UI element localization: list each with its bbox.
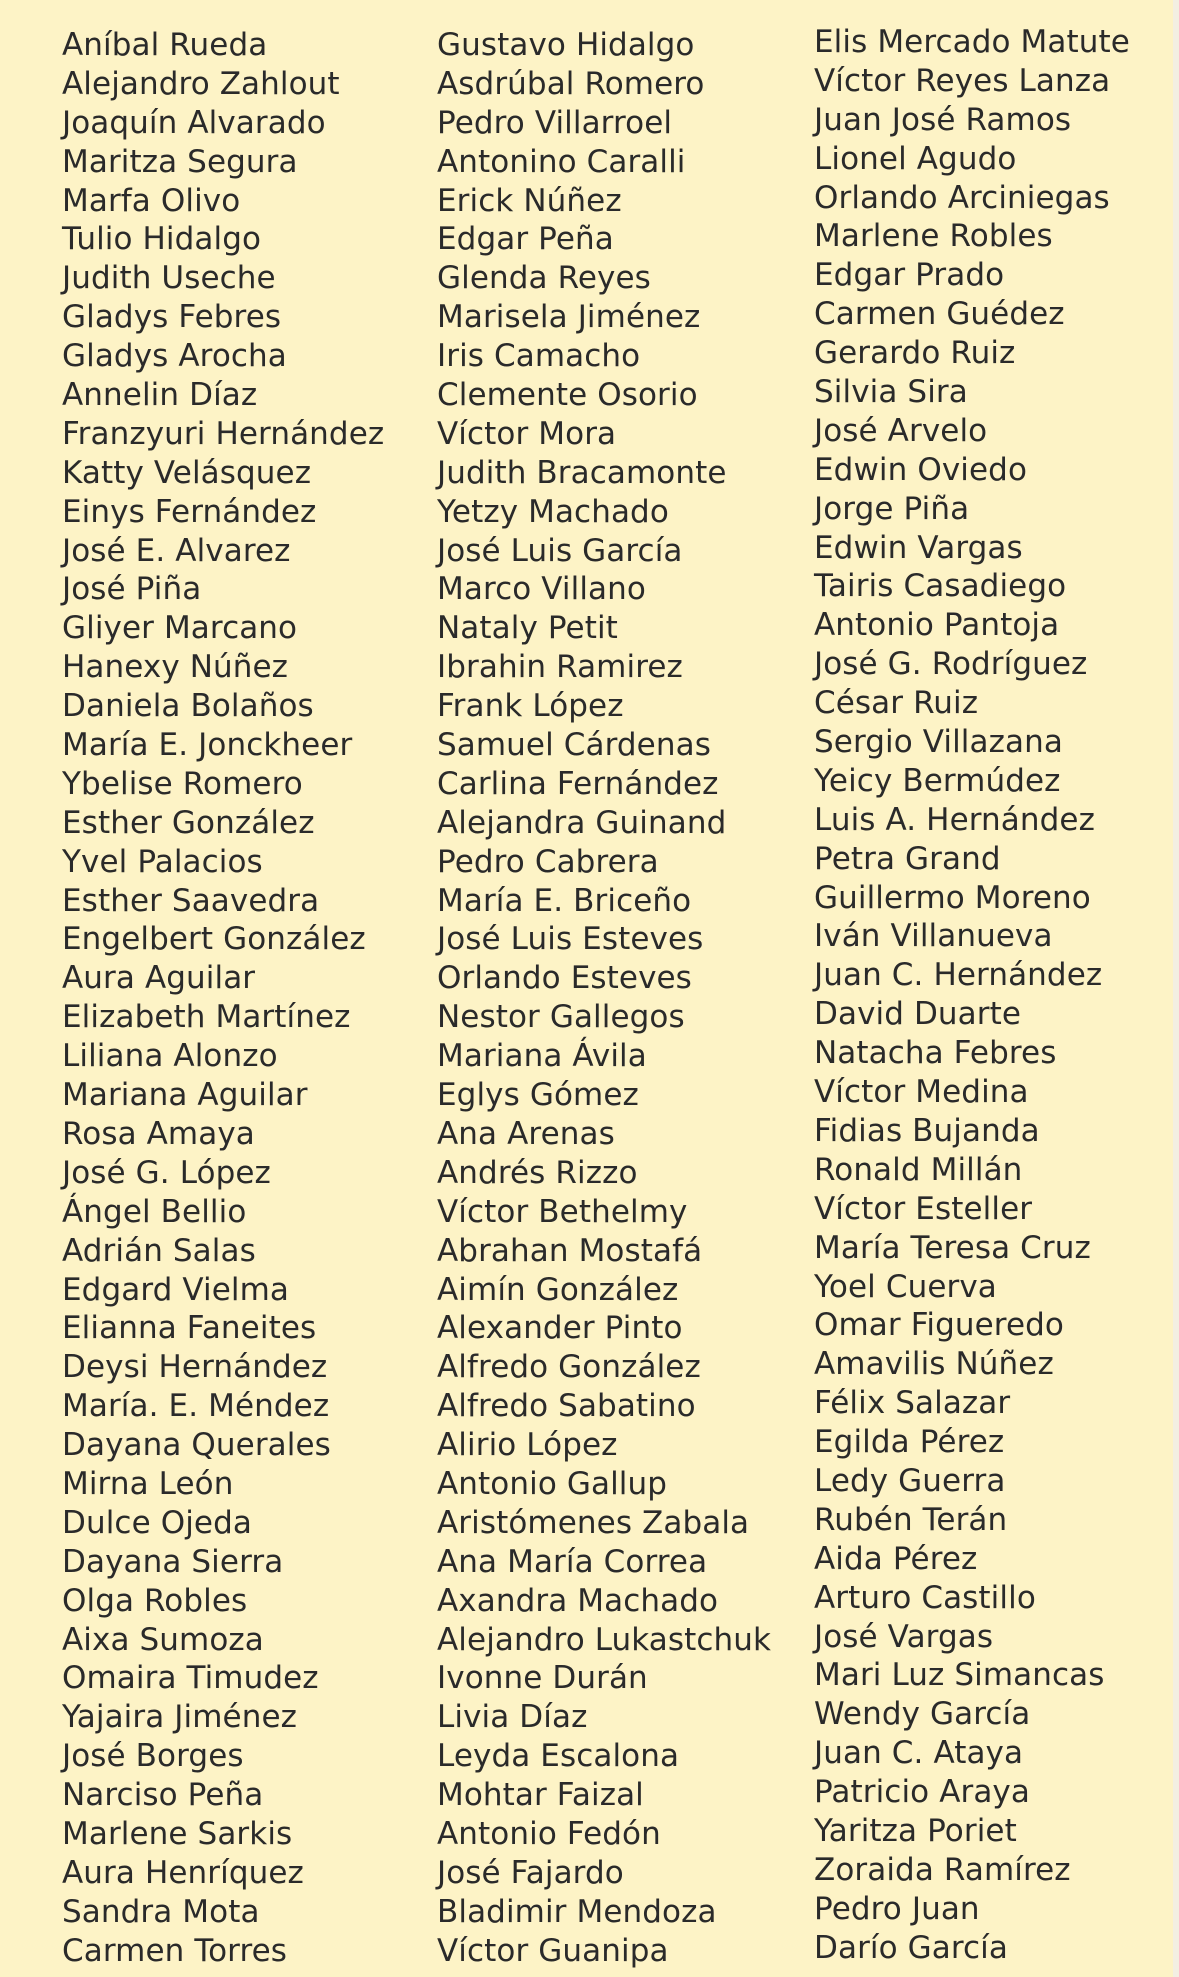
name-entry: Ana Arenas [437, 1115, 615, 1152]
name-entry: Edwin Oviedo [814, 451, 1028, 488]
name-entry: Dayana Sierra [62, 1543, 284, 1580]
name-entry: Esther Saavedra [62, 882, 320, 919]
name-entry: Rubén Terán [814, 1501, 1008, 1538]
name-entry: José E. Alvarez [62, 532, 291, 569]
name-entry: Amavilis Núñez [814, 1346, 1054, 1383]
name-entry: Ángel Bellio [62, 1193, 247, 1230]
name-entry: Marlene Sarkis [62, 1815, 293, 1852]
names-column-1 [62, 26, 384, 1971]
name-entry: Leyda Escalona [437, 1738, 680, 1775]
name-entry: Carmen Guédez [814, 296, 1065, 333]
name-entry: Víctor Reyes Lanza [814, 62, 1111, 99]
name-entry: Esther González [62, 804, 315, 841]
name-entry: Edwin Vargas [814, 529, 1023, 566]
name-entry: Luis A. Hernández [814, 801, 1095, 838]
name-entry: Aristómenes Zabala [437, 1504, 750, 1541]
name-entry: Gustavo Hidalgo [437, 27, 695, 63]
name-entry: Engelbert González [62, 921, 366, 958]
name-entry: Ledy Guerra [814, 1462, 1006, 1499]
name-entry: David Duarte [814, 996, 1022, 1033]
name-entry: Clemente Osorio [437, 377, 698, 414]
name-entry: Marfa Olivo [62, 182, 241, 219]
name-entry: Antonio Pantoja [814, 607, 1060, 644]
name-entry: Silvia Sira [814, 374, 968, 411]
name-entry: Carmen Torres [62, 1932, 288, 1969]
name-entry: Aura Aguilar [62, 960, 256, 997]
name-entry: Mari Luz Simancas [814, 1657, 1105, 1694]
name-entry: Sandra Mota [62, 1893, 260, 1930]
name-entry: Yvel Palacios [62, 843, 263, 880]
name-entry: Alexander Pinto [437, 1310, 683, 1347]
name-entry: Aida Pérez [814, 1540, 978, 1577]
name-entry: Narciso Peña [62, 1777, 264, 1814]
name-entry: Iván Villanueva [814, 918, 1053, 955]
name-entry: Aníbal Rueda [62, 27, 268, 63]
name-entry: Pedro Cabrera [437, 843, 659, 880]
name-entry: Ronald Millán [814, 1151, 1023, 1188]
name-entry: Franzyuri Hernández [62, 415, 385, 452]
name-entry: Dulce Ojeda [62, 1504, 252, 1541]
name-entry: Ibrahin Ramirez [437, 649, 683, 686]
name-entry: José Arvelo [814, 412, 988, 449]
name-entry: Wendy García [814, 1696, 1031, 1733]
name-entry: Gladys Febres [62, 299, 282, 336]
name-entry: Lionel Agudo [814, 140, 1017, 177]
name-entry: Guillermo Moreno [814, 879, 1091, 916]
names-column-2 [437, 26, 771, 1971]
name-entry: Deysi Hernández [62, 1349, 328, 1386]
page-edge [1173, 0, 1179, 1977]
name-entry: Ybelise Romero [62, 765, 303, 802]
name-entry: Einys Fernández [62, 493, 317, 530]
name-entry: Arturo Castillo [814, 1579, 1036, 1616]
name-entry: Patricio Araya [814, 1774, 1030, 1811]
names-column-3 [814, 23, 1130, 1968]
name-entry: Gliyer Marcano [62, 610, 298, 647]
name-entry: Egilda Pérez [814, 1424, 1005, 1461]
name-entry: Glenda Reyes [437, 260, 651, 297]
name-entry: Yoel Cuerva [814, 1268, 997, 1305]
name-entry: Víctor Medina [814, 1074, 1029, 1111]
name-entry: Livia Díaz [437, 1699, 588, 1736]
name-entry: Antonio Gallup [437, 1465, 668, 1502]
name-entry: Antonino Caralli [437, 143, 686, 180]
name-entry: Nestor Gallegos [437, 999, 685, 1036]
name-entry: Mohtar Faizal [437, 1777, 644, 1814]
name-entry: Juan José Ramos [814, 101, 1072, 138]
name-entry: Juan C. Hernández [814, 957, 1103, 994]
name-entry: Bladimir Mendoza [437, 1893, 717, 1930]
name-entry: Axandra Machado [437, 1582, 719, 1619]
name-entry: Carlina Fernández [437, 765, 719, 802]
name-entry: Elianna Faneites [62, 1310, 317, 1347]
name-entry: Elizabeth Martínez [62, 999, 351, 1036]
name-entry: Yeicy Bermúdez [814, 762, 1061, 799]
name-entry: Gladys Arocha [62, 338, 287, 375]
name-entry: Asdrúbal Romero [437, 65, 705, 102]
name-entry: Pedro Villarroel [437, 104, 673, 141]
name-entry: Nataly Petit [437, 610, 618, 647]
name-entry: Tulio Hidalgo [62, 221, 262, 258]
name-entry: Jorge Piña [814, 490, 970, 527]
name-entry: Judith Useche [62, 260, 276, 297]
name-entry: Maritza Segura [62, 143, 298, 180]
name-entry: María E. Briceño [437, 882, 692, 919]
name-entry: Marco Villano [437, 571, 646, 608]
name-entry: José Borges [62, 1738, 244, 1775]
name-entry: Yetzy Machado [437, 493, 669, 530]
name-entry: Antonio Fedón [437, 1815, 661, 1852]
name-entry: Pedro Juan [814, 1890, 980, 1927]
name-entry: Olga Robles [62, 1582, 248, 1619]
name-entry: Frank López [437, 688, 624, 725]
name-entry: José Piña [62, 571, 202, 608]
name-entry: Alejandro Lukastchuk [437, 1621, 772, 1658]
name-entry: Erick Núñez [437, 182, 622, 219]
name-entry: Hanexy Núñez [62, 649, 289, 686]
name-entry: Eglys Gómez [437, 1077, 639, 1114]
name-entry: Víctor Guanipa [437, 1932, 669, 1969]
name-entry: Joaquín Alvarado [62, 104, 326, 141]
name-entry: Daniela Bolaños [62, 688, 314, 725]
name-entry: Víctor Esteller [814, 1190, 1033, 1227]
name-entry: José Vargas [814, 1618, 994, 1655]
name-entry: Marisela Jiménez [437, 299, 701, 336]
name-entry: José Luis García [437, 532, 683, 569]
name-entry: María E. Jonckheer [62, 727, 353, 764]
name-entry: Ana María Correa [437, 1543, 708, 1580]
name-entry: Víctor Mora [437, 415, 617, 452]
name-entry: Edgar Peña [437, 221, 614, 258]
name-entry: Liliana Alonzo [62, 1038, 278, 1075]
name-entry: Mariana Ávila [437, 1038, 647, 1075]
name-entry: Félix Salazar [814, 1385, 1011, 1422]
name-entry: Víctor Bethelmy [437, 1193, 688, 1230]
name-entry: María Teresa Cruz [814, 1229, 1091, 1266]
name-entry: Elis Mercado Matute [814, 24, 1130, 60]
name-entry: Aimín González [437, 1271, 679, 1308]
name-entry: Edgar Prado [814, 257, 1005, 294]
name-entry: Judith Bracamonte [437, 454, 727, 491]
name-entry: Marlene Robles [814, 218, 1053, 255]
name-entry: Alejandra Guinand [437, 804, 727, 841]
name-entry: Yajaira Jiménez [62, 1699, 297, 1736]
name-entry: Aura Henríquez [62, 1854, 304, 1891]
name-entry: Abrahan Mostafá [437, 1232, 703, 1269]
name-entry: Gerardo Ruiz [814, 335, 1016, 372]
name-entry: Rosa Amaya [62, 1115, 255, 1152]
name-entry: Aixa Sumoza [62, 1621, 264, 1658]
name-entry: José G. López [62, 1154, 271, 1191]
name-entry: Tairis Casadiego [814, 568, 1067, 605]
name-entry: Darío García [814, 1929, 1008, 1966]
name-entry: Ivonne Durán [437, 1660, 648, 1697]
name-entry: Edgard Vielma [62, 1271, 289, 1308]
name-entry: Natacha Febres [814, 1035, 1057, 1072]
name-entry: Annelin Díaz [62, 377, 258, 414]
name-entry: Juan C. Ataya [814, 1735, 1024, 1772]
name-entry: Alfredo González [437, 1349, 701, 1386]
name-entry: Dayana Querales [62, 1427, 331, 1464]
name-entry: Omar Figueredo [814, 1307, 1064, 1344]
name-entry: Alfredo Sabatino [437, 1388, 696, 1425]
name-entry: Orlando Arciniegas [814, 179, 1110, 216]
name-entry: Petra Grand [814, 840, 1001, 877]
name-entry: Sergio Villazana [814, 724, 1063, 761]
name-entry: Katty Velásquez [62, 454, 312, 491]
name-entry: Andrés Rizzo [437, 1154, 638, 1191]
name-entry: Iris Camacho [437, 338, 641, 375]
name-entry: Mariana Aguilar [62, 1077, 308, 1114]
name-entry: Alirio López [437, 1427, 618, 1464]
name-entry: Samuel Cárdenas [437, 727, 711, 764]
name-entry: Omaira Timudez [62, 1660, 319, 1697]
name-entry: José G. Rodríguez [814, 646, 1088, 683]
name-entry: Alejandro Zahlout [62, 65, 340, 102]
name-entry: María. E. Méndez [62, 1388, 330, 1425]
name-entry: Mirna León [62, 1465, 234, 1502]
name-entry: César Ruiz [814, 685, 979, 722]
name-entry: Zoraida Ramírez [814, 1851, 1071, 1888]
name-entry: José Fajardo [437, 1854, 624, 1891]
name-entry: Fidias Bujanda [814, 1112, 1040, 1149]
name-entry: Orlando Esteves [437, 960, 692, 997]
name-entry: Adrián Salas [62, 1232, 256, 1269]
name-entry: José Luis Esteves [437, 921, 704, 958]
name-entry: Yaritza Poriet [814, 1812, 1017, 1849]
